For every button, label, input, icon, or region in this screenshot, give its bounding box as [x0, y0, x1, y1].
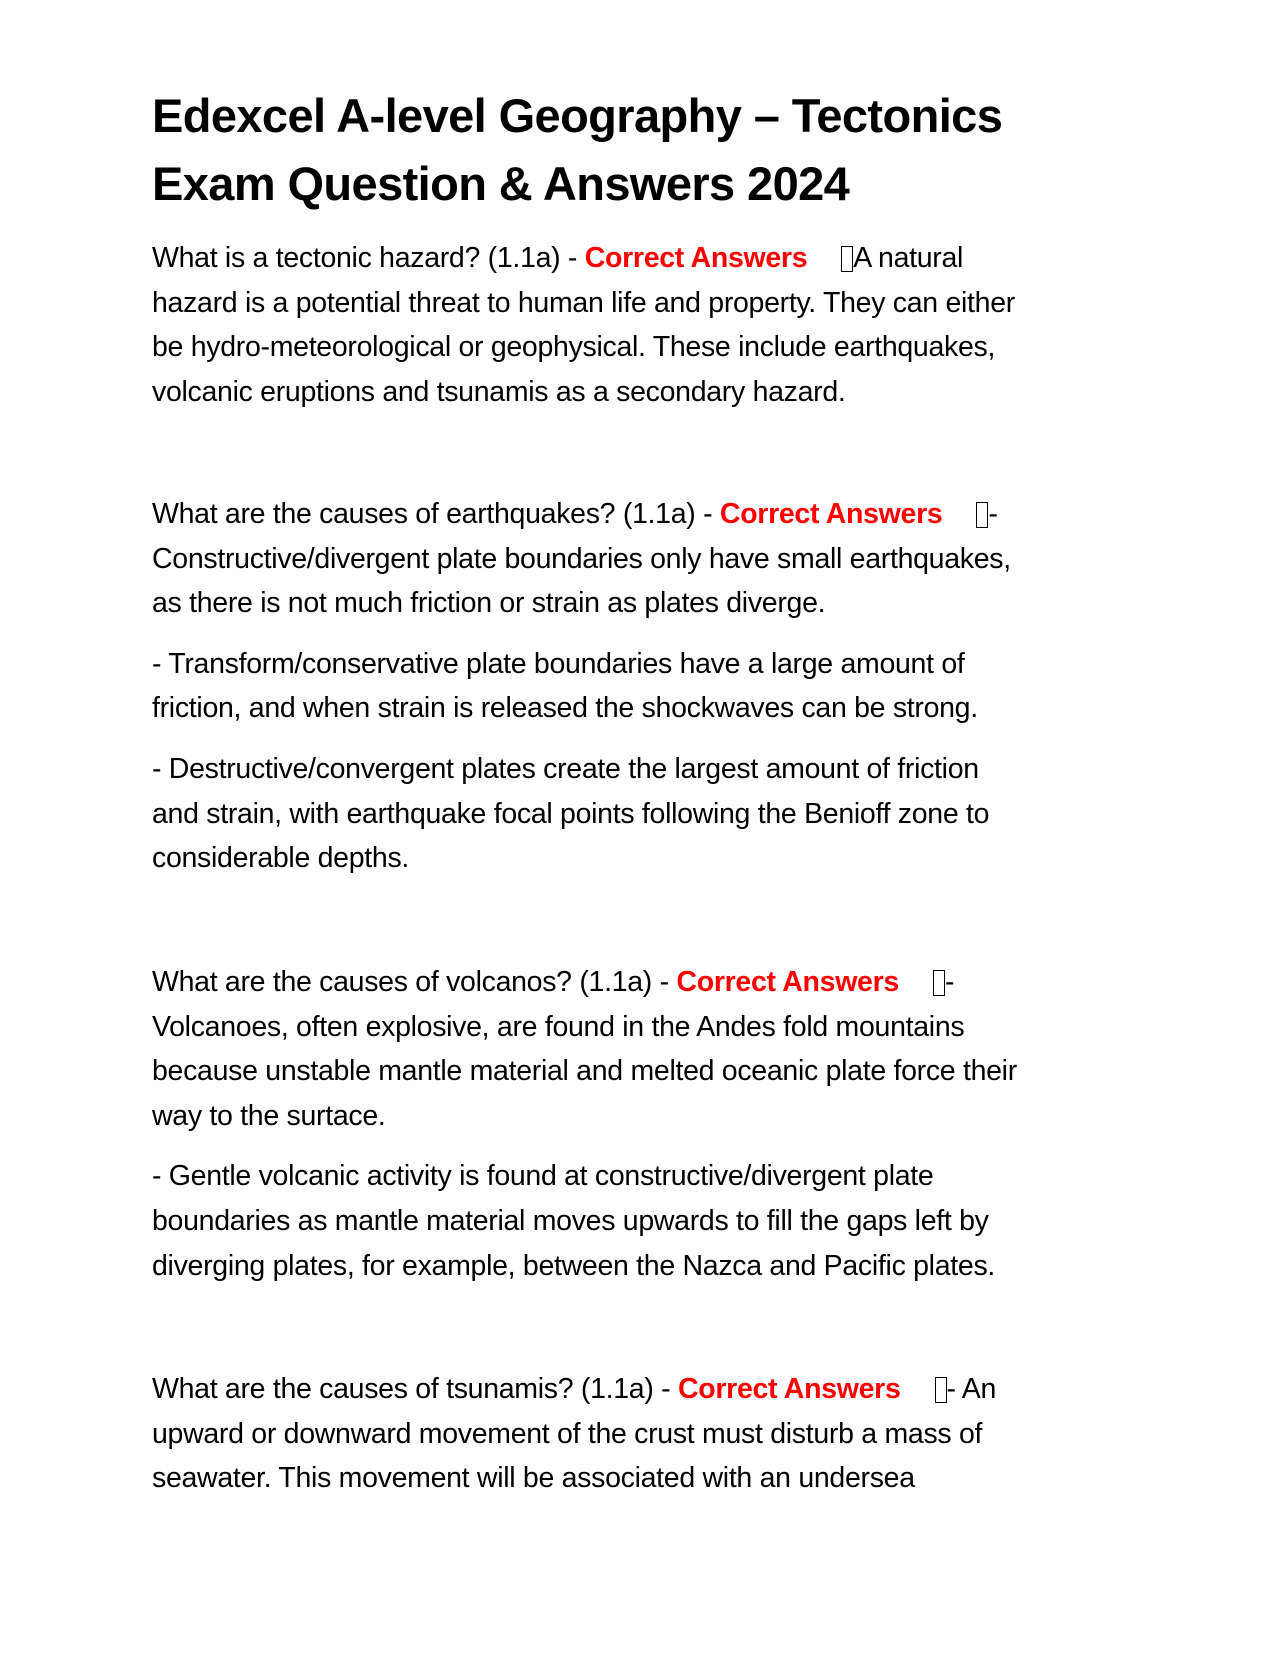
- question-paragraph: [152, 236, 1132, 414]
- correct-answers-label: Correct Answers: [584, 242, 808, 274]
- question-text: What are the causes of volcanos? (1.1a) -: [152, 966, 677, 998]
- answer-paragraph: [152, 747, 1132, 881]
- answer-line: seawater. This movement will be associated with an undersea: [152, 1462, 915, 1495]
- answer-line: be hydro-meteorological or geophysical. These include earthquakes,: [152, 331, 996, 364]
- question-paragraph: [152, 1367, 1132, 1501]
- answer-line: - Transform/conservative plate boundaries have a large amount of: [152, 647, 965, 680]
- missing-glyph-icon: [933, 970, 945, 996]
- question-text: What are the causes of earthquakes? (1.1a) -: [152, 498, 720, 530]
- answer-text-start: A natural: [853, 242, 964, 274]
- answer-line: and strain, with earthquake focal points following the Benioff zone to: [152, 797, 990, 830]
- question-text: What are the causes of tsunamis? (1.1a) -: [152, 1373, 678, 1405]
- question-line: [152, 492, 1132, 537]
- title-line-2: Exam Question & Answers 2024: [152, 157, 850, 210]
- qa-block-tectonic-hazard: [152, 236, 1132, 414]
- correct-answers-label: Correct Answers: [676, 966, 899, 998]
- answer-line: upward or downward movement of the crust must disturb a mass of: [152, 1417, 983, 1450]
- answer-text-start: - An: [946, 1373, 997, 1405]
- answer-paragraph: [152, 642, 1132, 731]
- qa-block-tsunamis: [152, 1367, 1132, 1501]
- question-paragraph: [152, 960, 1132, 1138]
- question-paragraph: [152, 492, 1132, 626]
- answer-line: Volcanoes, often explosive, are found in the Andes fold mountains: [152, 1010, 965, 1043]
- title-line-1: Edexcel A-level Geography – Tectonics: [152, 89, 1003, 142]
- missing-glyph-icon: [841, 246, 853, 272]
- answer-line: friction, and when strain is released the shockwaves can be strong.: [152, 692, 978, 725]
- answer-line: way to the surtace.: [152, 1099, 386, 1132]
- question-line: [152, 960, 1132, 1005]
- question-line: [152, 1367, 1132, 1412]
- question-text: What is a tectonic hazard? (1.1a) -: [152, 242, 585, 274]
- answer-line: - Gentle volcanic activity is found at constructive/divergent plate: [152, 1160, 934, 1193]
- answer-line: boundaries as mantle material moves upwards to fill the gaps left by: [152, 1204, 989, 1237]
- qa-block-earthquakes: [152, 492, 1132, 881]
- answer-text-start: -: [944, 966, 955, 998]
- correct-answers-label: Correct Answers: [677, 1373, 901, 1405]
- missing-glyph-icon: [935, 1377, 947, 1403]
- answer-line: because unstable mantle material and melted oceanic plate force their: [152, 1055, 1017, 1088]
- answer-line: - Destructive/convergent plates create the largest amount of friction: [152, 752, 979, 785]
- answer-line: as there is not much friction or strain as plates diverge.: [152, 587, 826, 620]
- qa-block-volcanos: [152, 960, 1132, 1288]
- answer-text-start: -: [988, 498, 998, 530]
- correct-answers-label: Correct Answers: [719, 498, 943, 530]
- question-line: [152, 236, 1132, 281]
- answer-line: diverging plates, for example, between the Nazca and Pacific plates.: [152, 1249, 996, 1282]
- answer-line: Constructive/divergent plate boundaries only have small earthquakes,: [152, 542, 1011, 575]
- answer-line: volcanic eruptions and tsunamis as a secondary hazard.: [152, 375, 846, 408]
- answer-line: hazard is a potential threat to human life and property. They can either: [152, 286, 1015, 319]
- answer-line: considerable depths.: [152, 842, 410, 875]
- answer-paragraph: [152, 1154, 1132, 1288]
- missing-glyph-icon: [976, 502, 988, 528]
- document-title: [152, 82, 1002, 218]
